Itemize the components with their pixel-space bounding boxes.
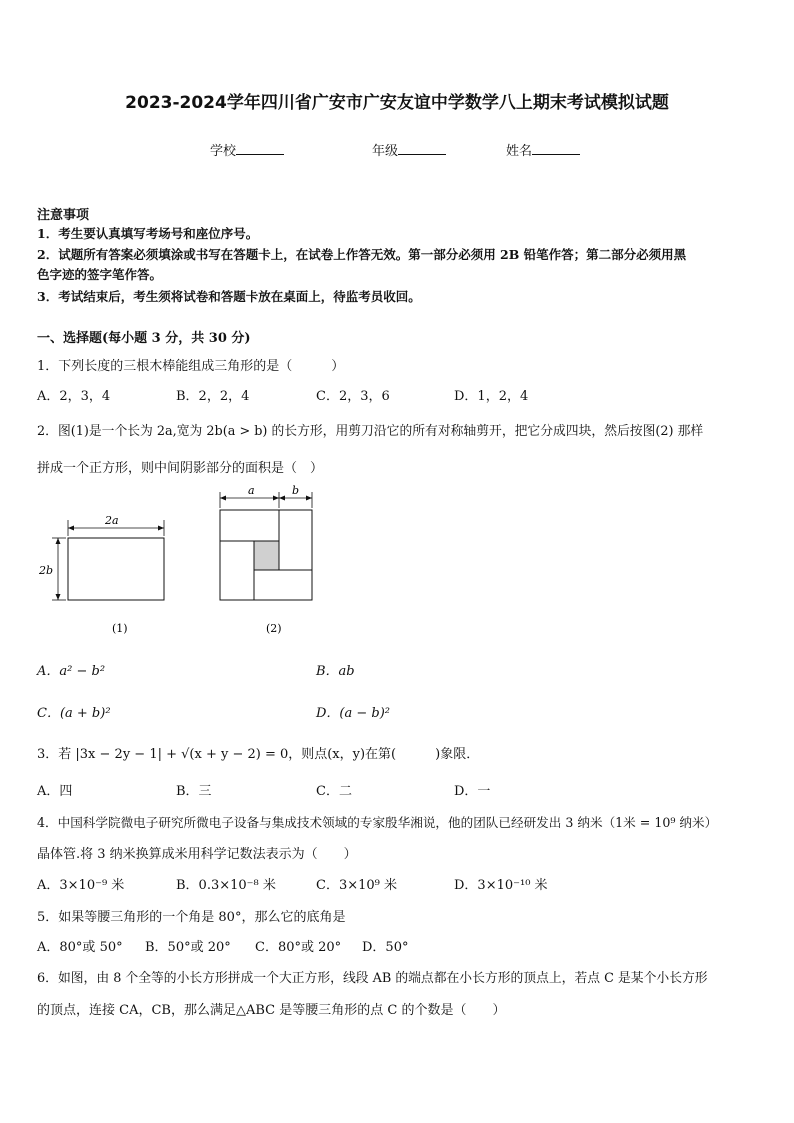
fig2-a-label: a (248, 484, 255, 497)
question-4-stem-line1: 4．中国科学院微电子研究所微电子设备与集成技术领域的专家殷华湘说，他的团队已经研发出 3 纳米（1米 = 10⁹ 纳米） (37, 815, 718, 830)
note-item: 1．考生要认真填写考场号和座位序号。 (37, 226, 259, 241)
question-2-stem-line1: 2．图(1)是一个长为 2a,宽为 2b(a > b) 的长方形，用剪刀沿它的所有对称轴剪开，把它分成四块，然后按图(2) 那样 (37, 424, 704, 439)
q4-option-b[interactable]: B．0.3×10⁻⁸ 米 (176, 878, 276, 893)
q2-option-b[interactable]: B．ab (316, 664, 355, 679)
grade-label: 年级 (372, 144, 399, 159)
section-heading: 一、选择题(每小题 3 分，共 30 分) (37, 331, 251, 346)
fig1-width-label: 2a (105, 514, 119, 527)
q3-option-d[interactable]: D．一 (454, 784, 491, 799)
figure-2-square (220, 492, 312, 600)
question-2-stem-line2: 拼成一个正方形，则中间阴影部分的面积是（ ） (37, 461, 324, 476)
question-1-stem: 1．下列长度的三根木棒能组成三角形的是（ ） (37, 359, 345, 374)
q4-option-d[interactable]: D．3×10⁻¹⁰ 米 (454, 878, 548, 893)
student-info-fields (0, 140, 794, 160)
note-item: 2．试题所有答案必须填涂或书写在答题卡上，在试卷上作答无效。第一部分必须用 2B 铅笔作答；第二部分必须用黑 (37, 247, 687, 262)
note-item: 3．考试结束后，考生须将试卷和答题卡放在桌面上，待监考员收回。 (37, 289, 421, 304)
fig1-caption: (1) (112, 622, 128, 635)
q4-option-a[interactable]: A．3×10⁻⁹ 米 (37, 878, 125, 893)
notes-heading: 注意事项 (37, 208, 90, 223)
question-5-stem: 5．如果等腰三角形的一个角是 80°，那么它的底角是 (37, 910, 346, 925)
q3-option-b[interactable]: B．三 (176, 784, 212, 799)
q2-option-d[interactable]: D．(a − b)² (316, 706, 391, 721)
q5-option-d[interactable]: D．50° (362, 940, 409, 955)
note-item: 色字迹的签字笔作答。 (37, 267, 163, 282)
question-6-stem-line2: 的顶点，连接 CA，CB，那么满足△ABC 是等腰三角形的点 C 的个数是（ ） (37, 1003, 506, 1018)
figure-1-rectangle (52, 520, 164, 600)
q1-option-d[interactable]: D．1，2，4 (454, 389, 529, 404)
q2-option-a[interactable]: A．a² − b² (37, 664, 106, 679)
question-4-stem-line2: 晶体管.将 3 纳米换算成米用科学记数法表示为（ ） (37, 847, 357, 862)
grade-field[interactable] (372, 140, 446, 159)
q5-option-c[interactable]: C．80°或 20° (255, 940, 342, 955)
shaded-square (254, 541, 279, 570)
q3-option-a[interactable]: A．四 (37, 784, 73, 799)
q5-option-a[interactable]: A．80°或 50° (37, 940, 123, 955)
fig2-b-label: b (292, 484, 300, 497)
q2-option-c[interactable]: C．(a + b)² (37, 706, 111, 721)
question-3-stem: 3．若 |3x − 2y − 1| + √(x + y − 2) = 0，则点(x，y)在第( )象限． (37, 747, 480, 762)
page-title: 2023-2024学年四川省广安市广安友谊中学数学八上期末考试模拟试题 (125, 93, 669, 113)
school-label: 学校 (210, 144, 237, 159)
q5-option-b[interactable]: B．50°或 20° (145, 940, 231, 955)
q2-figures (30, 480, 360, 645)
school-field[interactable] (210, 140, 284, 159)
q1-option-b[interactable]: B．2，2，4 (176, 389, 250, 404)
name-field[interactable] (506, 140, 580, 159)
q1-option-c[interactable]: C．2，3，6 (316, 389, 390, 404)
name-label: 姓名 (506, 144, 533, 159)
fig1-height-label: 2b (39, 564, 54, 577)
q1-option-a[interactable]: A．2，3，4 (37, 389, 111, 404)
fig2-caption: (2) (266, 622, 282, 635)
question-6-stem-line1: 6．如图，由 8 个全等的小长方形拼成一个大正方形，线段 AB 的端点都在小长方形的顶点上，若点 C 是某个小长方形 (37, 971, 708, 986)
q4-option-c[interactable]: C．3×10⁹ 米 (316, 878, 397, 893)
q3-option-c[interactable]: C．二 (316, 784, 352, 799)
